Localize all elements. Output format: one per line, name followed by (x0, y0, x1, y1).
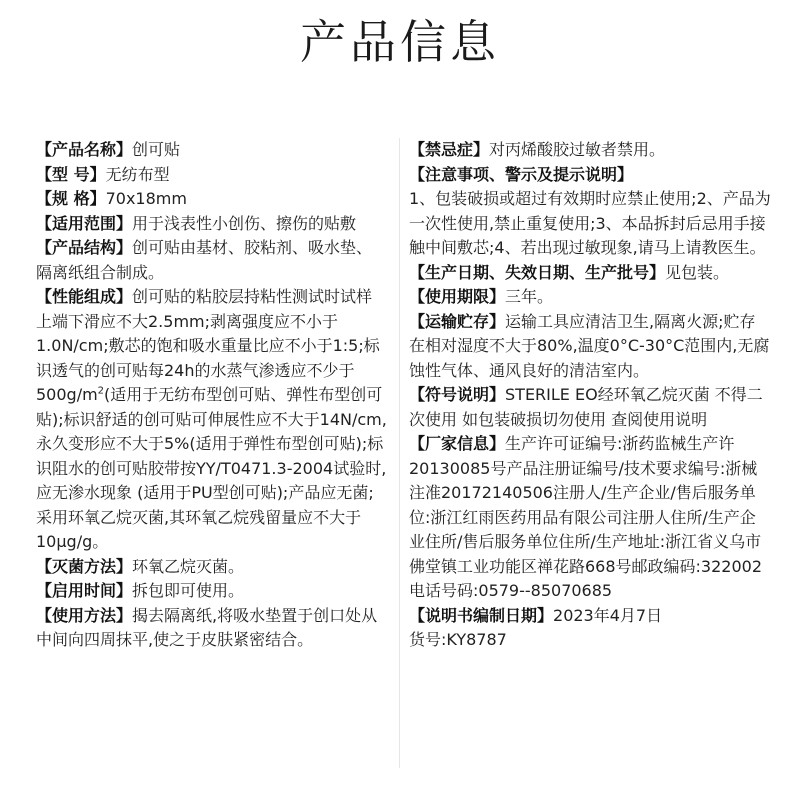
transport-value: 运输工具应清洁卫生,隔离火源;贮存在相对湿度不大于80%,温度0°C-30°C范围内,无腐蚀性气体、通风良好的清洁室内。 (409, 311, 770, 380)
performance-label: 【性能组成】 (36, 287, 133, 306)
scope-row (36, 212, 388, 237)
phone-value: 电话号码:0579--85070685 (409, 581, 613, 600)
performance-value-b: (适用于无纺布型创可贴、弹性布型创可贴);标识舒适的创可贴可伸展性应不大于14N/cm,永久变形应不大于5%(适用于弹性布型创可贴);标识阻水的创可贴胶带按YY/T0471.3-2004试验时,应无渗水现象 (适用于PU型创可贴);产品应无菌;采用环氧乙烷灭菌,其环氧乙烷残留量应不大于10μg/g。 (36, 385, 387, 551)
sterilization-label: 【灭菌方法】 (36, 556, 133, 576)
product-name-value: 创可贴 (132, 140, 181, 159)
model-label: 【型 号】 (36, 164, 106, 184)
warnings-label: 【注意事项、警示及提示说明】 (409, 164, 634, 184)
compiled-date-value: 2023年4月7日 (553, 605, 663, 625)
item-number-value: 货号:KY8787 (409, 630, 507, 649)
symbols-value: STERILE EO经环氧乙烷灭菌 不得二次使用 如包装破损切勿使用 查阅使用说明 (409, 385, 763, 429)
column-divider (399, 138, 400, 768)
scope-value: 用于浅表性小创伤、擦伤的贴敷 (132, 213, 357, 233)
performance-value-a: 创可贴的粘胶层持粘性测试时试样上端下滑应不大2.5mm;剥离强度应不小于1.0N/cm;敷芯的饱和吸水重量比应不小于1:5;标识透气的创可贴每24h的水蒸气渗透应不少于500g/m (36, 287, 380, 404)
symbols-row (409, 383, 771, 432)
sterilization-row (36, 555, 388, 580)
spec-row (36, 187, 388, 212)
transport-label: 【运输贮存】 (409, 311, 506, 331)
manufacturer-label: 【厂家信息】 (409, 434, 506, 453)
structure-value: 创可贴由基材、胶粘剂、吸水垫、隔离纸组合制成。 (36, 238, 373, 282)
start-time-row (36, 579, 388, 604)
item-number-row (409, 628, 771, 653)
right-column (409, 138, 771, 653)
product-name-row (36, 138, 388, 163)
model-row (36, 163, 388, 188)
period-row (409, 285, 771, 310)
dates-value: 见包装。 (665, 262, 730, 282)
phone-row (409, 579, 771, 604)
spec-value: 70x18mm (105, 189, 187, 208)
left-column (36, 138, 388, 653)
dates-row (409, 261, 771, 286)
manufacturer-value: 生产许可证编号:浙药监械生产许20130085号产品注册证编号/技术要求编号:浙械注准20172140506注册人/生产企业/售后服务单位:浙江红雨医药用品有限公司注册人住所/生产企业住所/售后服务单位住所/生产地址:浙江省义乌市佛堂镇工业功能区禅花路668号邮政编码:322002 (409, 434, 763, 576)
compiled-date-label: 【说明书编制日期】 (409, 605, 554, 625)
usage-row (36, 604, 388, 653)
compiled-date-row (409, 604, 771, 629)
structure-label: 【产品结构】 (36, 238, 133, 257)
performance-row (36, 285, 388, 555)
sterilization-value: 环氧乙烷灭菌。 (132, 556, 245, 576)
contraindication-row (409, 138, 771, 163)
contraindication-value: 对丙烯酸胶过敏者禁用。 (489, 140, 666, 159)
warnings-value: 1、包装破损或超过有效期时应禁止使用;2、产品为一次性使用,禁止重复使用;3、本品拆封后忌用手接触中间敷芯;4、若出现过敏现象,请马上请教医生。 (409, 189, 771, 257)
symbols-label: 【符号说明】 (409, 385, 506, 404)
transport-row (409, 310, 771, 384)
start-time-value: 拆包即可使用。 (132, 581, 245, 600)
period-label: 【使用期限】 (409, 287, 506, 306)
scope-label: 【适用范围】 (36, 213, 133, 233)
structure-row (36, 236, 388, 285)
warnings-row (409, 187, 771, 261)
start-time-label: 【启用时间】 (36, 581, 133, 600)
product-name-label: 【产品名称】 (36, 140, 133, 159)
spec-label: 【规 格】 (36, 189, 106, 208)
dates-label: 【生产日期、失效日期、生产批号】 (409, 262, 666, 282)
period-value: 三年。 (505, 287, 554, 306)
usage-label: 【使用方法】 (36, 605, 133, 625)
superscript-2: 2 (97, 385, 105, 397)
model-value: 无纺布型 (105, 164, 170, 184)
contraindication-label: 【禁忌症】 (409, 140, 490, 159)
manufacturer-row (409, 432, 771, 579)
warnings-heading-row (409, 163, 771, 188)
page-title: 产品信息 (300, 15, 500, 69)
usage-value: 揭去隔离纸,将吸水垫置于创口处从中间向四周抹平,使之于皮肤紧密结合。 (36, 605, 378, 649)
